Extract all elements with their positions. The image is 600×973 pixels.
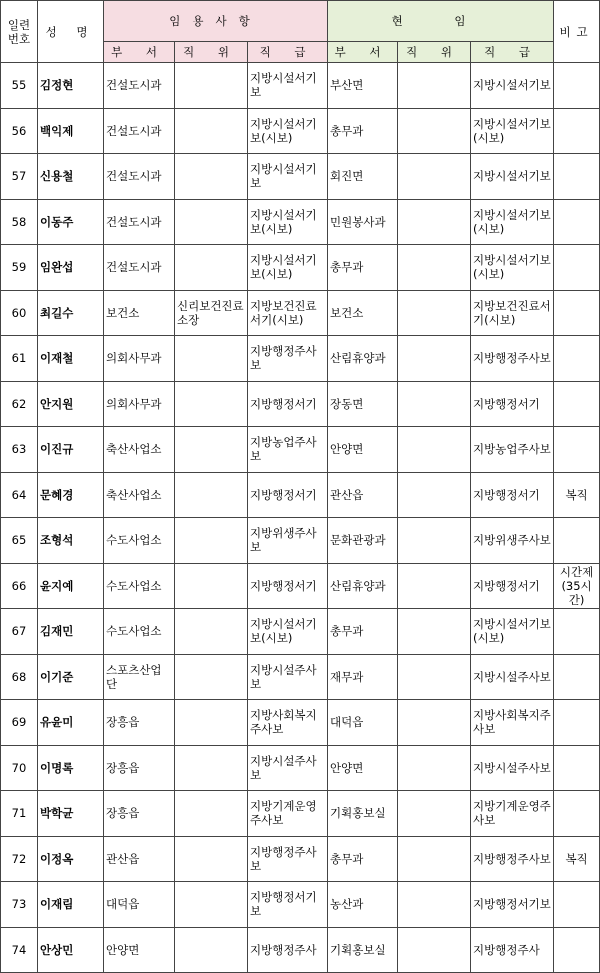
header-appointment-dept: 부 서 <box>104 42 175 63</box>
name-cell: 안지원 <box>38 381 104 427</box>
appointment-position-cell <box>175 63 248 109</box>
current-dept-cell: 문화관광과 <box>328 518 398 564</box>
appointment-position-cell <box>175 791 248 837</box>
current-grade-cell: 지방시설서기보 <box>471 154 554 200</box>
serial-no-cell: 58 <box>1 199 38 245</box>
note-cell <box>554 882 600 928</box>
current-position-cell <box>398 518 471 564</box>
current-dept-cell: 안양면 <box>328 745 398 791</box>
appointment-dept-cell: 스포츠산업단 <box>104 654 175 700</box>
serial-no-cell: 69 <box>1 700 38 746</box>
appointment-dept-cell: 관산읍 <box>104 836 175 882</box>
current-dept-cell: 총무과 <box>328 108 398 154</box>
appointment-grade-cell: 지방시설주사보 <box>248 745 328 791</box>
current-dept-cell: 회진면 <box>328 154 398 200</box>
name-cell: 임완섭 <box>38 245 104 291</box>
serial-no-cell: 59 <box>1 245 38 291</box>
current-grade-cell: 지방행정서기 <box>471 381 554 427</box>
appointment-grade-cell: 지방사회복지주사보 <box>248 700 328 746</box>
current-grade-cell: 지방시설서기보(시보) <box>471 245 554 291</box>
current-position-cell <box>398 154 471 200</box>
appointment-position-cell <box>175 882 248 928</box>
current-dept-cell: 총무과 <box>328 609 398 655</box>
note-cell <box>554 927 600 973</box>
serial-no-cell: 70 <box>1 745 38 791</box>
serial-no-cell: 64 <box>1 472 38 518</box>
appointment-dept-cell: 장흥읍 <box>104 700 175 746</box>
current-dept-cell: 민원봉사과 <box>328 199 398 245</box>
current-position-cell <box>398 563 471 609</box>
current-grade-cell: 지방행정서기 <box>471 563 554 609</box>
current-position-cell <box>398 290 471 336</box>
note-cell: 복직 <box>554 472 600 518</box>
table-row <box>1 199 600 245</box>
appointment-grade-cell: 지방행정서기 <box>248 381 328 427</box>
name-cell: 이재림 <box>38 882 104 928</box>
table-row <box>1 290 600 336</box>
note-cell <box>554 381 600 427</box>
name-cell: 이정옥 <box>38 836 104 882</box>
serial-no-cell: 73 <box>1 882 38 928</box>
note-cell <box>554 154 600 200</box>
current-position-cell <box>398 791 471 837</box>
serial-no-cell: 63 <box>1 427 38 473</box>
appointment-grade-cell: 지방행정주사보 <box>248 336 328 382</box>
name-cell: 김재민 <box>38 609 104 655</box>
appointment-grade-cell: 지방시설서기보(시보) <box>248 245 328 291</box>
appointment-grade-cell: 지방시설주사보 <box>248 654 328 700</box>
appointment-position-cell <box>175 745 248 791</box>
appointment-grade-cell: 지방행정서기 <box>248 472 328 518</box>
appointment-grade-cell: 지방행정주사보 <box>248 836 328 882</box>
table-row <box>1 882 600 928</box>
header-row-top <box>1 1 600 42</box>
appointment-dept-cell: 장흥읍 <box>104 745 175 791</box>
current-position-cell <box>398 245 471 291</box>
header-current-grade: 직 급 <box>471 42 554 63</box>
serial-no-cell: 62 <box>1 381 38 427</box>
current-grade-cell: 지방행정주사 <box>471 927 554 973</box>
serial-no-cell: 57 <box>1 154 38 200</box>
appointment-grade-cell: 지방시설서기보(시보) <box>248 108 328 154</box>
current-grade-cell: 지방기계운영주사보 <box>471 791 554 837</box>
name-cell: 이명록 <box>38 745 104 791</box>
current-grade-cell: 지방농업주사보 <box>471 427 554 473</box>
note-cell <box>554 108 600 154</box>
current-position-cell <box>398 654 471 700</box>
appointment-dept-cell: 축산사업소 <box>104 427 175 473</box>
table-row <box>1 563 600 609</box>
appointment-position-cell <box>175 472 248 518</box>
appointment-grade-cell: 지방행정서기 <box>248 563 328 609</box>
appointment-grade-cell: 지방시설서기보 <box>248 63 328 109</box>
current-position-cell <box>398 108 471 154</box>
name-cell: 이기준 <box>38 654 104 700</box>
appointment-position-cell <box>175 381 248 427</box>
current-position-cell <box>398 927 471 973</box>
appointment-position-cell <box>175 108 248 154</box>
name-cell: 이진규 <box>38 427 104 473</box>
current-position-cell <box>398 381 471 427</box>
header-appointment: 임용사항 <box>104 1 328 42</box>
current-dept-cell: 대덕읍 <box>328 700 398 746</box>
current-position-cell <box>398 472 471 518</box>
current-grade-cell: 지방사회복지주사보 <box>471 700 554 746</box>
header-current-position: 직 위 <box>398 42 471 63</box>
current-dept-cell: 산림휴양과 <box>328 336 398 382</box>
current-position-cell <box>398 836 471 882</box>
appointment-grade-cell: 지방기계운영주사보 <box>248 791 328 837</box>
note-cell <box>554 518 600 564</box>
serial-no-cell: 61 <box>1 336 38 382</box>
appointment-position-cell <box>175 245 248 291</box>
appointment-dept-cell: 수도사업소 <box>104 609 175 655</box>
current-dept-cell: 부산면 <box>328 63 398 109</box>
serial-no-cell: 68 <box>1 654 38 700</box>
current-position-cell <box>398 745 471 791</box>
appointment-dept-cell: 축산사업소 <box>104 472 175 518</box>
name-cell: 이동주 <box>38 199 104 245</box>
table-row <box>1 654 600 700</box>
serial-no-cell: 74 <box>1 927 38 973</box>
serial-no-cell: 65 <box>1 518 38 564</box>
appointment-dept-cell: 안양면 <box>104 927 175 973</box>
appointment-position-cell <box>175 654 248 700</box>
header-note: 비고 <box>554 1 600 63</box>
appointment-dept-cell: 의회사무과 <box>104 336 175 382</box>
table-row <box>1 472 600 518</box>
current-grade-cell: 지방시설서기보(시보) <box>471 609 554 655</box>
header-appointment-grade: 직 급 <box>248 42 328 63</box>
name-cell: 문혜경 <box>38 472 104 518</box>
appointment-grade-cell: 지방보건진료서기(시보) <box>248 290 328 336</box>
note-cell <box>554 336 600 382</box>
note-cell <box>554 745 600 791</box>
appointment-dept-cell: 건설도시과 <box>104 245 175 291</box>
serial-no-cell: 66 <box>1 563 38 609</box>
header-serial-no: 일련번호 <box>1 1 38 63</box>
current-position-cell <box>398 700 471 746</box>
appointment-dept-cell: 건설도시과 <box>104 108 175 154</box>
appointment-dept-cell: 건설도시과 <box>104 154 175 200</box>
table-row <box>1 745 600 791</box>
header-appointment-position: 직 위 <box>175 42 248 63</box>
table-body <box>1 63 600 973</box>
current-grade-cell: 지방시설주사보 <box>471 654 554 700</box>
serial-no-cell: 60 <box>1 290 38 336</box>
current-grade-cell: 지방시설서기보(시보) <box>471 108 554 154</box>
current-grade-cell: 지방시설서기보(시보) <box>471 199 554 245</box>
current-dept-cell: 보건소 <box>328 290 398 336</box>
table-row <box>1 518 600 564</box>
appointment-dept-cell: 수도사업소 <box>104 563 175 609</box>
appointment-position-cell <box>175 563 248 609</box>
note-cell: 시간제(35시간) <box>554 563 600 609</box>
current-dept-cell: 농산과 <box>328 882 398 928</box>
appointment-position-cell <box>175 518 248 564</box>
current-grade-cell: 지방행정주사보 <box>471 836 554 882</box>
current-grade-cell: 지방시설주사보 <box>471 745 554 791</box>
appointment-dept-cell: 건설도시과 <box>104 199 175 245</box>
current-dept-cell: 장동면 <box>328 381 398 427</box>
appointment-grade-cell: 지방행정주사 <box>248 927 328 973</box>
note-cell <box>554 199 600 245</box>
current-grade-cell: 지방행정서기보 <box>471 882 554 928</box>
current-grade-cell: 지방시설서기보 <box>471 63 554 109</box>
header-current-dept: 부 서 <box>328 42 398 63</box>
table-row <box>1 245 600 291</box>
table-row <box>1 927 600 973</box>
appointment-position-cell <box>175 199 248 245</box>
serial-no-cell: 72 <box>1 836 38 882</box>
appointment-position-cell <box>175 427 248 473</box>
current-position-cell <box>398 882 471 928</box>
name-cell: 백익제 <box>38 108 104 154</box>
note-cell <box>554 791 600 837</box>
current-dept-cell: 기획홍보실 <box>328 927 398 973</box>
current-dept-cell: 총무과 <box>328 836 398 882</box>
appointment-position-cell <box>175 609 248 655</box>
note-cell <box>554 654 600 700</box>
current-grade-cell: 지방위생주사보 <box>471 518 554 564</box>
table-row <box>1 108 600 154</box>
name-cell: 윤지예 <box>38 563 104 609</box>
header-name: 성 명 <box>38 1 104 63</box>
note-cell <box>554 427 600 473</box>
appointment-position-cell <box>175 927 248 973</box>
table-row <box>1 836 600 882</box>
appointment-grade-cell: 지방위생주사보 <box>248 518 328 564</box>
table-row <box>1 154 600 200</box>
note-cell: 복직 <box>554 836 600 882</box>
appointment-dept-cell: 장흥읍 <box>104 791 175 837</box>
current-grade-cell: 지방행정서기 <box>471 472 554 518</box>
current-position-cell <box>398 336 471 382</box>
current-dept-cell: 산림휴양과 <box>328 563 398 609</box>
serial-no-cell: 67 <box>1 609 38 655</box>
current-position-cell <box>398 63 471 109</box>
serial-no-cell: 55 <box>1 63 38 109</box>
name-cell: 유윤미 <box>38 700 104 746</box>
note-cell <box>554 245 600 291</box>
table-row <box>1 700 600 746</box>
current-position-cell <box>398 427 471 473</box>
appointment-position-cell <box>175 336 248 382</box>
note-cell <box>554 700 600 746</box>
appointment-position-cell <box>175 836 248 882</box>
current-dept-cell: 재무과 <box>328 654 398 700</box>
appointment-dept-cell: 의회사무과 <box>104 381 175 427</box>
appointment-grade-cell: 지방시설서기보 <box>248 154 328 200</box>
appointment-position-cell <box>175 700 248 746</box>
current-grade-cell: 지방보건진료서기(시보) <box>471 290 554 336</box>
current-dept-cell: 안양면 <box>328 427 398 473</box>
appointment-position-cell <box>175 154 248 200</box>
table-row <box>1 336 600 382</box>
appointment-grade-cell: 지방농업주사보 <box>248 427 328 473</box>
note-cell <box>554 609 600 655</box>
name-cell: 안상민 <box>38 927 104 973</box>
current-dept-cell: 관산읍 <box>328 472 398 518</box>
name-cell: 조형석 <box>38 518 104 564</box>
appointment-dept-cell: 대덕읍 <box>104 882 175 928</box>
note-cell <box>554 63 600 109</box>
current-dept-cell: 기획홍보실 <box>328 791 398 837</box>
name-cell: 최길수 <box>38 290 104 336</box>
appointment-dept-cell: 수도사업소 <box>104 518 175 564</box>
name-cell: 김정현 <box>38 63 104 109</box>
current-position-cell <box>398 609 471 655</box>
name-cell: 박학균 <box>38 791 104 837</box>
table-row <box>1 791 600 837</box>
appointment-grade-cell: 지방시설서기보(시보) <box>248 199 328 245</box>
table-row <box>1 381 600 427</box>
table-row <box>1 63 600 109</box>
note-cell <box>554 290 600 336</box>
appointment-position-cell: 신리보건진료소장 <box>175 290 248 336</box>
serial-no-cell: 56 <box>1 108 38 154</box>
appointment-dept-cell: 보건소 <box>104 290 175 336</box>
name-cell: 이재철 <box>38 336 104 382</box>
appointment-dept-cell: 건설도시과 <box>104 63 175 109</box>
table-row <box>1 427 600 473</box>
name-cell: 신용철 <box>38 154 104 200</box>
current-dept-cell: 총무과 <box>328 245 398 291</box>
header-current: 현 임 <box>328 1 554 42</box>
serial-no-cell: 71 <box>1 791 38 837</box>
appointment-grade-cell: 지방시설서기보(시보) <box>248 609 328 655</box>
appointment-grade-cell: 지방행정서기보 <box>248 882 328 928</box>
current-position-cell <box>398 199 471 245</box>
current-grade-cell: 지방행정주사보 <box>471 336 554 382</box>
table-row <box>1 609 600 655</box>
